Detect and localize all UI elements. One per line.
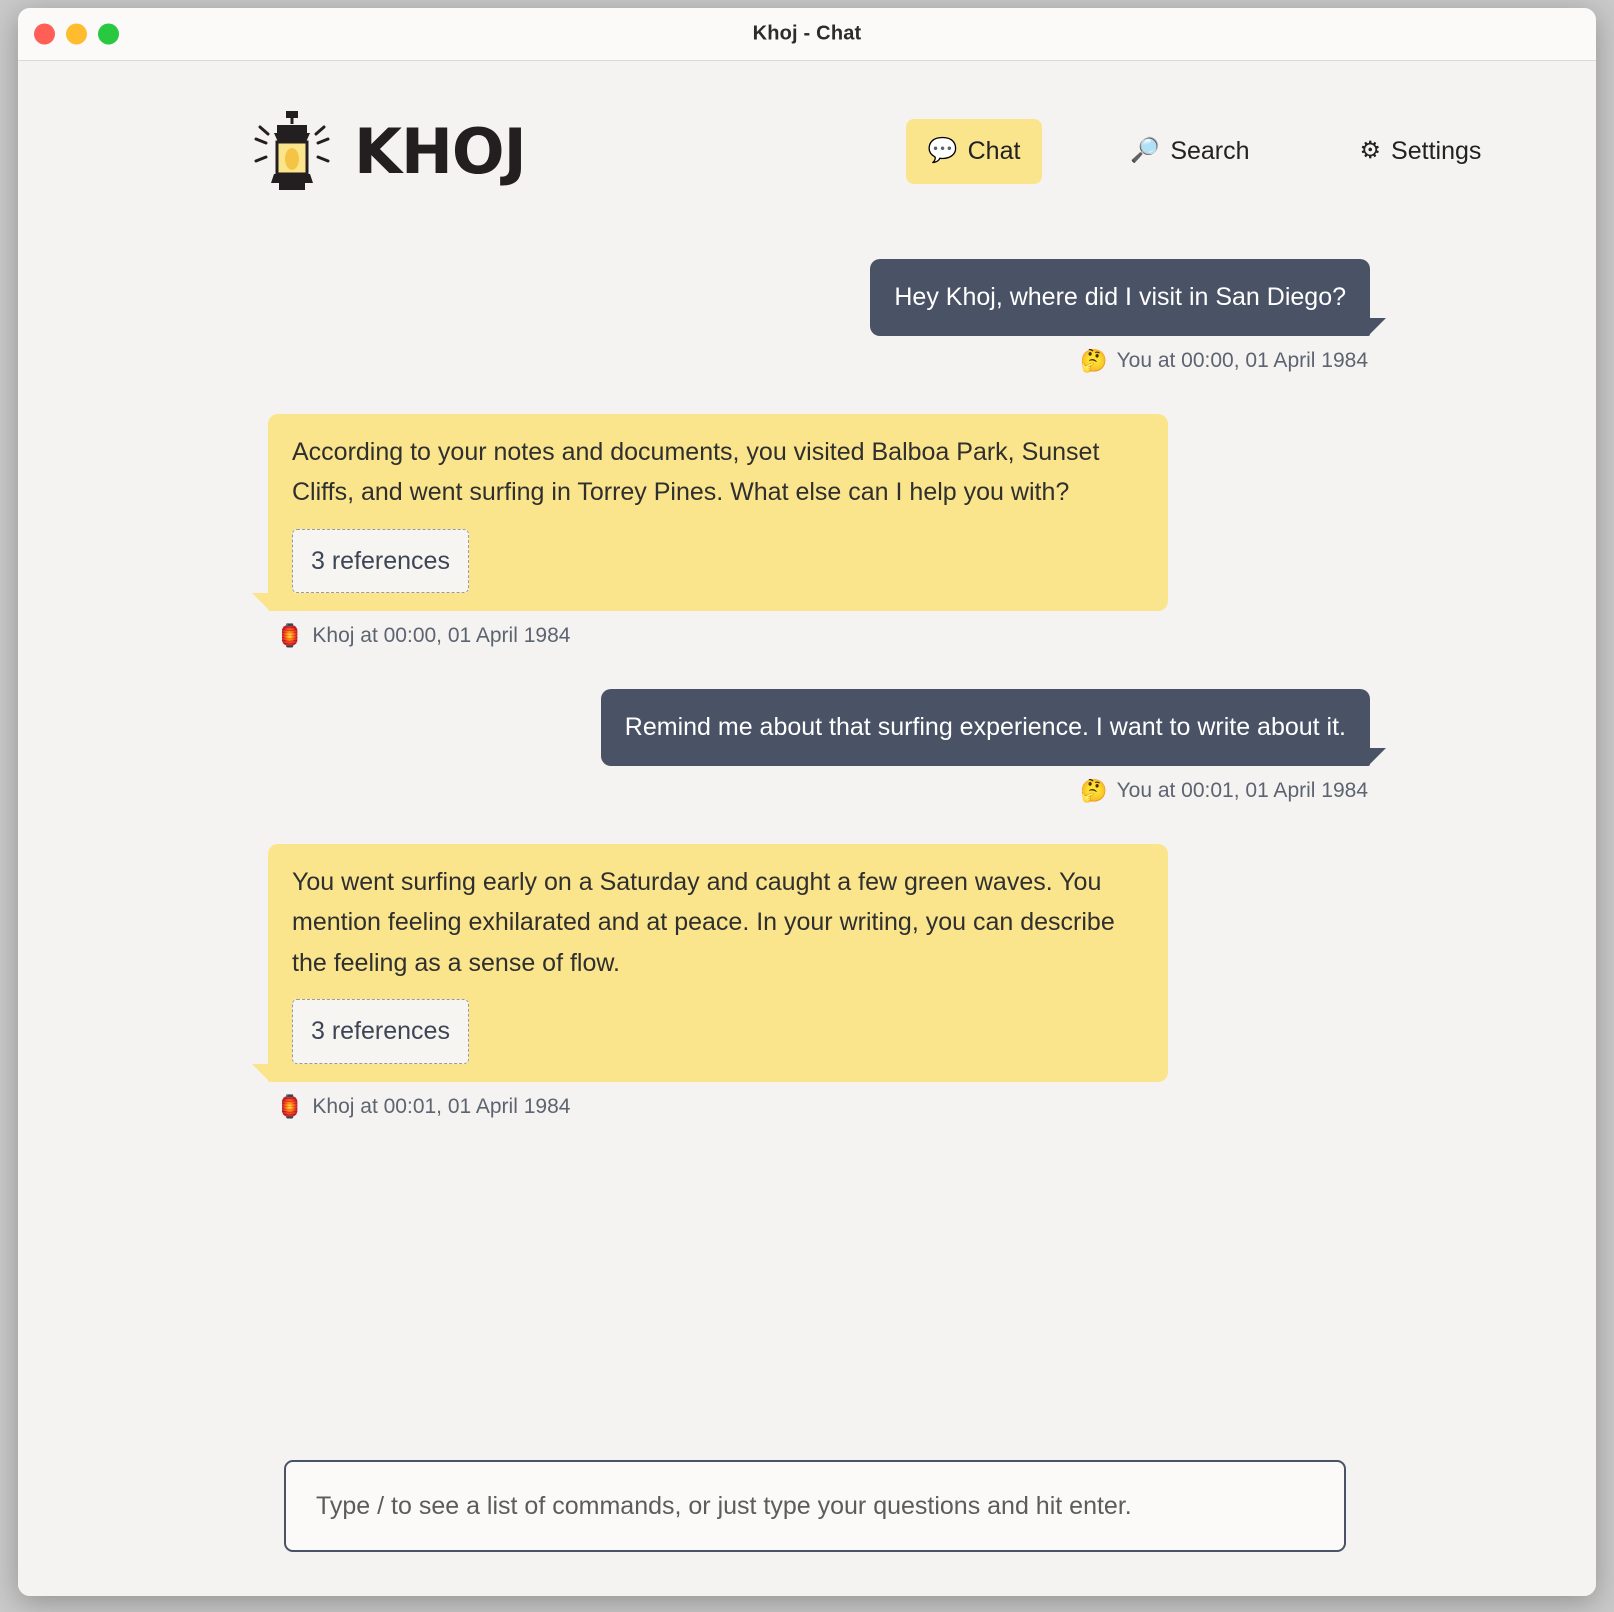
message-meta xyxy=(1080,348,1368,374)
window-title: Khoj - Chat xyxy=(752,22,862,45)
chat-message-user xyxy=(268,259,1370,408)
app-content xyxy=(18,61,1596,1596)
app-header xyxy=(18,61,1596,207)
message-bubble xyxy=(268,844,1168,1082)
title-bar xyxy=(18,8,1596,61)
app-window xyxy=(18,8,1596,1596)
nav-item-settings[interactable] xyxy=(1338,119,1504,184)
chat-input[interactable] xyxy=(284,1460,1346,1552)
message-meta-text: You at 00:00, 01 April 1984 xyxy=(1116,348,1368,372)
thinking-face-icon: 🤔 xyxy=(1080,347,1108,373)
gear-icon: ⚙ xyxy=(1359,137,1382,164)
logo-wordmark: KHOJ xyxy=(354,114,526,188)
message-meta xyxy=(276,1094,570,1120)
nav-item-chat[interactable] xyxy=(906,119,1043,184)
nav-item-search[interactable] xyxy=(1108,119,1271,184)
thinking-face-icon: 🤔 xyxy=(1080,777,1108,803)
main-nav xyxy=(906,119,1504,184)
message-bubble: Remind me about that surfing experience. I want to write about it. xyxy=(601,689,1370,766)
chat-message-assistant xyxy=(268,844,1370,1154)
nav-label-settings: Settings xyxy=(1391,136,1482,165)
message-meta-text: You at 00:01, 01 April 1984 xyxy=(1116,778,1368,802)
lantern-icon xyxy=(244,103,340,199)
lantern-icon: 🏮 xyxy=(276,623,304,648)
khoj-logo xyxy=(244,103,526,199)
message-bubble: Hey Khoj, where did I visit in San Diego? xyxy=(870,259,1370,336)
message-meta-text: Khoj at 00:00, 01 April 1984 xyxy=(312,624,571,647)
chat-message-user xyxy=(268,689,1370,838)
message-text: According to your notes and documents, you visited Balboa Park, Sunset Cliffs, and went surfing in Torrey Pines. What else can I help you with? xyxy=(292,437,1100,506)
message-meta-text: Khoj at 00:01, 01 April 1984 xyxy=(312,1094,571,1118)
message-bubble xyxy=(268,414,1168,612)
magnifier-icon: 🔎 xyxy=(1130,137,1161,164)
speech-bubble-icon: 💬 xyxy=(927,137,958,164)
references-button[interactable]: 3 references xyxy=(292,999,469,1064)
lantern-icon: 🏮 xyxy=(276,1093,304,1119)
message-meta xyxy=(276,623,570,649)
nav-label-search: Search xyxy=(1170,136,1250,165)
chat-message-list xyxy=(18,207,1596,1460)
chat-input-container xyxy=(18,1460,1596,1596)
chat-message-assistant xyxy=(268,414,1370,684)
references-button[interactable]: 3 references xyxy=(292,529,469,594)
nav-label-chat: Chat xyxy=(967,136,1021,165)
message-meta xyxy=(1080,778,1368,804)
message-text: You went surfing early on a Saturday and caught a few green waves. You mention feeling exhilarated and at peace. In your writing, you can describe the feeling as a sense of flow. xyxy=(292,867,1115,977)
